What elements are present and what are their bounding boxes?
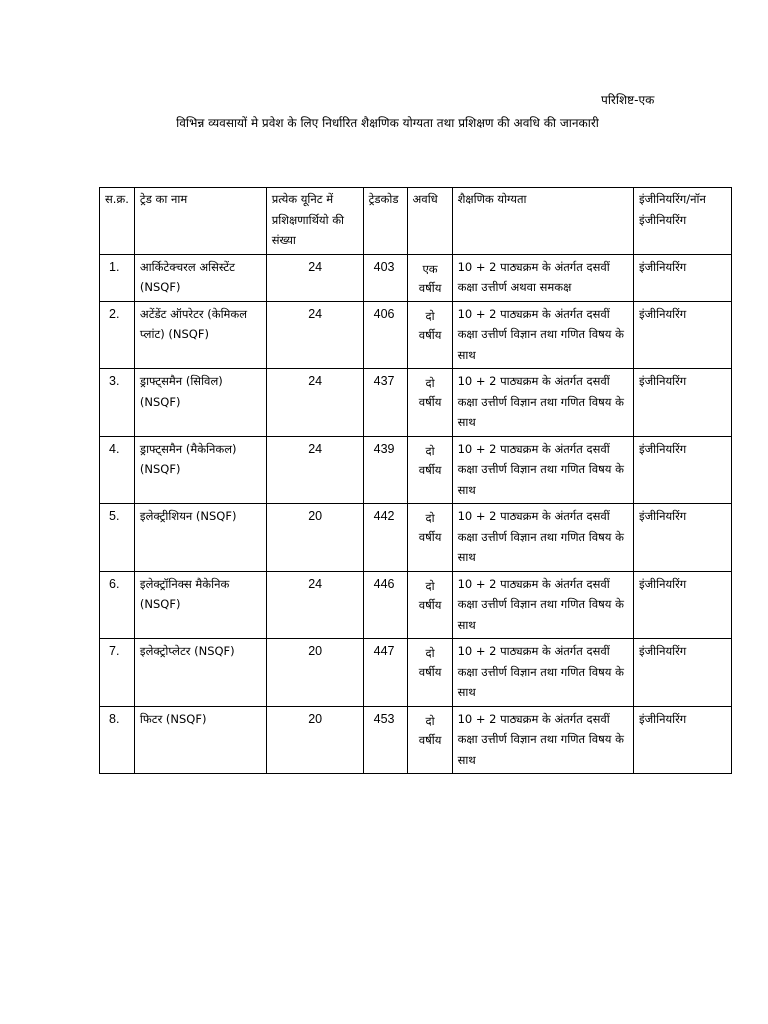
row-duration: दो वर्षीय — [407, 369, 452, 437]
row-sno: 5. — [100, 504, 135, 572]
row-qualification: 10 + 2 पाठ्यक्रम के अंतर्गत दसवीं कक्षा उत्तीर्ण विज्ञान तथा गणित विषय के साथ — [452, 639, 633, 707]
header-qualification: शैक्षणिक योग्यता — [452, 188, 633, 255]
row-trade-code: 439 — [363, 436, 407, 504]
row-category: इंजीनियरिंग — [633, 254, 731, 301]
row-qualification: 10 + 2 पाठ्यक्रम के अंतर्गत दसवीं कक्षा उत्तीर्ण विज्ञान तथा गणित विषय के साथ — [452, 504, 633, 572]
row-trade-name: अटेंडेंट ऑपरेटर (केमिकल प्लांट) (NSQF) — [134, 301, 266, 369]
row-units: 24 — [266, 369, 363, 437]
row-qualification: 10 + 2 पाठ्यक्रम के अंतर्गत दसवीं कक्षा उत्तीर्ण विज्ञान तथा गणित विषय के साथ — [452, 301, 633, 369]
document-title: विभिन्न व्यवसायों मे प्रवेश के लिए निर्धारित शैक्षणिक योग्यता तथा प्रशिक्षण की अवधि की जानकारी — [176, 116, 599, 130]
row-category: इंजीनियरिंग — [633, 504, 731, 572]
header-duration: अवधि — [407, 188, 452, 255]
table-body — [100, 254, 732, 774]
header-category: इंजीनियरिंग/नॉन इंजीनियरिंग — [633, 188, 731, 255]
row-qualification: 10 + 2 पाठ्यक्रम के अंतर्गत दसवीं कक्षा उत्तीर्ण अथवा समकक्ष — [452, 254, 633, 301]
row-category: इंजीनियरिंग — [633, 369, 731, 437]
row-trade-code: 403 — [363, 254, 407, 301]
table-row — [100, 639, 732, 707]
header-units: प्रत्येक यूनिट में प्रशिक्षणार्थियो की संख्या — [266, 188, 363, 255]
row-duration: दो वर्षीय — [407, 301, 452, 369]
row-units: 24 — [266, 301, 363, 369]
row-duration: दो वर्षीय — [407, 639, 452, 707]
row-trade-code: 446 — [363, 571, 407, 639]
row-duration: दो वर्षीय — [407, 436, 452, 504]
row-trade-name: ड्राफ्ट्समैन (सिविल) (NSQF) — [134, 369, 266, 437]
row-trade-code: 453 — [363, 706, 407, 774]
row-duration: दो वर्षीय — [407, 571, 452, 639]
row-units: 20 — [266, 639, 363, 707]
row-duration: दो वर्षीय — [407, 504, 452, 572]
row-category: इंजीनियरिंग — [633, 301, 731, 369]
row-units: 24 — [266, 571, 363, 639]
row-sno: 6. — [100, 571, 135, 639]
row-sno: 4. — [100, 436, 135, 504]
row-trade-name: इलेक्ट्रीशियन (NSQF) — [134, 504, 266, 572]
table-row — [100, 436, 732, 504]
table-row — [100, 369, 732, 437]
row-trade-code: 447 — [363, 639, 407, 707]
row-sno: 2. — [100, 301, 135, 369]
row-category: इंजीनियरिंग — [633, 436, 731, 504]
table-header-row — [100, 188, 732, 255]
row-trade-code: 437 — [363, 369, 407, 437]
trades-table — [99, 187, 732, 774]
row-qualification: 10 + 2 पाठ्यक्रम के अंतर्गत दसवीं कक्षा उत्तीर्ण विज्ञान तथा गणित विषय के साथ — [452, 706, 633, 774]
header-trade-code: ट्रेडकोड — [363, 188, 407, 255]
row-qualification: 10 + 2 पाठ्यक्रम के अंतर्गत दसवीं कक्षा उत्तीर्ण विज्ञान तथा गणित विषय के साथ — [452, 436, 633, 504]
row-trade-code: 406 — [363, 301, 407, 369]
table-row — [100, 571, 732, 639]
row-trade-code: 442 — [363, 504, 407, 572]
row-units: 20 — [266, 706, 363, 774]
row-sno: 3. — [100, 369, 135, 437]
row-sno: 7. — [100, 639, 135, 707]
row-units: 24 — [266, 254, 363, 301]
row-trade-name: फिटर (NSQF) — [134, 706, 266, 774]
row-trade-name: इलेक्ट्रोप्लेटर (NSQF) — [134, 639, 266, 707]
row-qualification: 10 + 2 पाठ्यक्रम के अंतर्गत दसवीं कक्षा उत्तीर्ण विज्ञान तथा गणित विषय के साथ — [452, 369, 633, 437]
row-units: 20 — [266, 504, 363, 572]
annex-label: परिशिष्ट-एक — [601, 93, 655, 107]
table-row — [100, 301, 732, 369]
row-category: इंजीनियरिंग — [633, 571, 731, 639]
header-trade-name: ट्रेड का नाम — [134, 188, 266, 255]
row-category: इंजीनियरिंग — [633, 706, 731, 774]
header-sno: स.क्र. — [100, 188, 135, 255]
row-trade-name: आर्किटेक्चरल असिस्टेंट (NSQF) — [134, 254, 266, 301]
table-row — [100, 706, 732, 774]
row-sno: 1. — [100, 254, 135, 301]
row-units: 24 — [266, 436, 363, 504]
row-trade-name: इलेक्ट्रॉनिक्स मैकेनिक (NSQF) — [134, 571, 266, 639]
row-trade-name: ड्राफ्ट्समैन (मैकेनिकल) (NSQF) — [134, 436, 266, 504]
row-duration: दो वर्षीय — [407, 706, 452, 774]
row-duration: एक वर्षीय — [407, 254, 452, 301]
table-row — [100, 504, 732, 572]
table-row — [100, 254, 732, 301]
row-sno: 8. — [100, 706, 135, 774]
row-category: इंजीनियरिंग — [633, 639, 731, 707]
row-qualification: 10 + 2 पाठ्यक्रम के अंतर्गत दसवीं कक्षा उत्तीर्ण विज्ञान तथा गणित विषय के साथ — [452, 571, 633, 639]
